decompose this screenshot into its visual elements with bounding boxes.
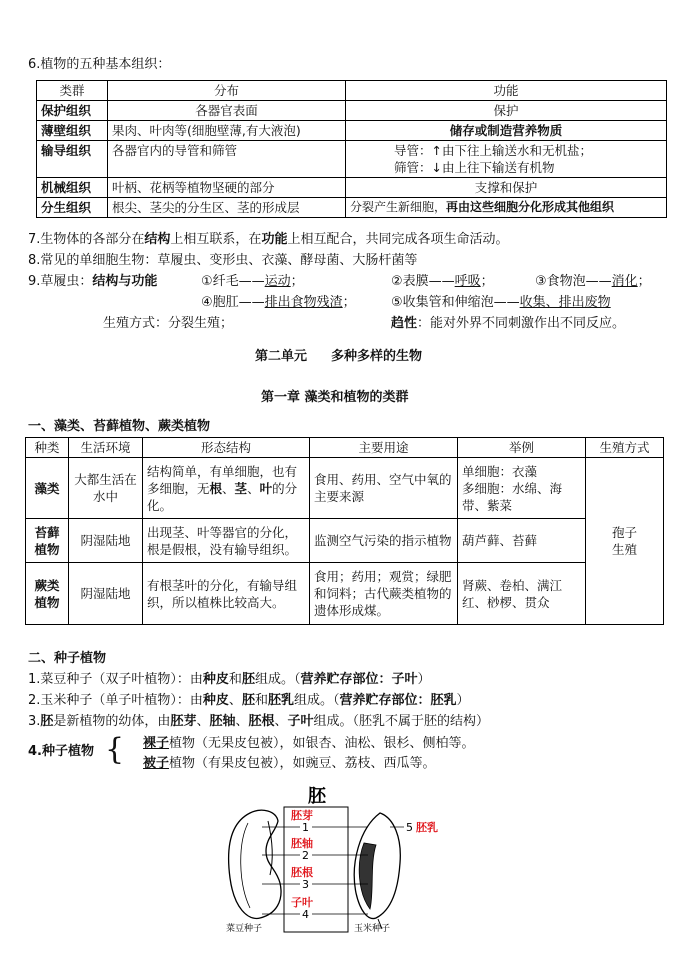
cell-struct: [143, 458, 310, 519]
seed-plants-label: 4.种子植物: [28, 744, 94, 759]
text: ②表膜——: [391, 274, 455, 289]
label-2: 胚根: [291, 866, 313, 879]
text-bold: 胚: [241, 693, 255, 708]
text: 和: [228, 672, 242, 687]
cell-struct: 出现茎、叶等器官的分化，根是假根，没有输导组织。: [143, 519, 310, 563]
text-underline: 运动: [264, 274, 291, 289]
cell-name: 分生组织: [37, 198, 108, 218]
section-6-title: 6.植物的五种基本组织：: [28, 57, 171, 72]
paramecium-taxis: [391, 315, 625, 333]
cell-name: 苔藓植物: [26, 519, 69, 563]
func-line-phloem: 筛管：↓由上往下输送有机物: [394, 160, 555, 175]
text: 上相互联系，在: [170, 232, 262, 247]
header-use: 主要用途: [310, 438, 458, 458]
text-underline: 排出食物残渣: [264, 295, 343, 310]
text: 2.玉米种子（单子叶植物）：由: [28, 693, 203, 708]
seed-line-2: [28, 692, 470, 710]
table-row: [26, 519, 664, 563]
cell-name: 机械组织: [37, 178, 108, 198]
paramecium-item-4: [201, 294, 356, 312]
text-bold: 茎: [234, 480, 248, 496]
line-9: [28, 273, 157, 291]
label-num-1: 2: [302, 849, 309, 862]
cell-dist: 根尖、茎尖的分生区、茎的形成层: [108, 198, 346, 218]
text-bold: 结构与功能: [92, 274, 158, 289]
text: 组成。（: [293, 693, 340, 708]
header-function: 功能: [346, 81, 667, 101]
cell-example: 葫芦藓、苔藓: [458, 519, 586, 563]
text-underline: 呼吸: [454, 274, 481, 289]
seed-line-1: [28, 671, 431, 689]
text: 、: [222, 480, 235, 496]
text-bold: 胚: [40, 714, 54, 729]
cell-env: 大都生活在水中: [69, 458, 143, 519]
text: 植物（无果皮包被），如银杏、油松、银杉、侧柏等。: [169, 736, 475, 751]
header-kind: 种类: [26, 438, 69, 458]
unit-title: [255, 348, 422, 366]
cell-name: 保护组织: [37, 101, 108, 121]
func-part: 分裂产生新细胞，: [350, 200, 447, 214]
plant-group-table: [25, 437, 664, 625]
func-line-xylem: 导管：↑由下往上输送水和无机盐；: [394, 143, 592, 158]
header-distribution: 分布: [108, 81, 346, 101]
text: 、: [196, 714, 210, 729]
text: 、: [274, 714, 288, 729]
cell-env: 阴湿陆地: [69, 519, 143, 563]
label-num-2: 3: [302, 878, 309, 891]
gymnosperm-line: [143, 735, 475, 753]
text: ；: [342, 295, 356, 310]
text: 是新植物的幼体，由: [53, 714, 171, 729]
cell-dist: 各器官表面: [108, 101, 346, 121]
cell-example: 肾蕨、卷柏、满江红、桫椤、贯众: [458, 563, 586, 625]
table-row: [26, 563, 664, 625]
text-bold: 胚: [241, 672, 255, 687]
text: 结构简单，有单细胞，也有多细胞，无: [147, 463, 298, 496]
label-1: 胚轴: [291, 837, 313, 850]
text: 3.: [28, 714, 41, 729]
text-bold: 营养贮存部位：胚乳: [339, 693, 457, 708]
tissue-table: [36, 80, 667, 218]
text: 1.菜豆种子（双子叶植物）：由: [28, 672, 203, 687]
header-env: 生活环境: [69, 438, 143, 458]
text-bold: 叶: [259, 480, 273, 496]
chapter-title: 第一章 藻类和植物的类群: [261, 390, 409, 405]
text-bold: 胚轴: [209, 714, 236, 729]
header-struct: 形态结构: [143, 438, 310, 458]
cell-name: 输导组织: [37, 141, 108, 178]
cell-use: 监测空气污染的指示植物: [310, 519, 458, 563]
text-bold: 胚芽: [170, 714, 197, 729]
text-underline: 消化: [611, 274, 638, 289]
cell-name: 薄壁组织: [37, 121, 108, 141]
cell-func: 储存或制造营养物质: [346, 121, 667, 141]
text-underline: 收集、排出废物: [519, 295, 611, 310]
text: 7.生物体的各部分在: [28, 232, 145, 247]
text: 多细胞：水绵、海带、紫菜: [462, 480, 563, 513]
text: ①纤毛——: [201, 274, 265, 289]
label-3: 子叶: [291, 896, 313, 909]
paramecium-item-5: [391, 294, 611, 312]
text-bold: 裸子: [143, 736, 170, 751]
cell-dist: 果肉、叶肉等(细胞壁薄,有大液泡): [108, 121, 346, 141]
paramecium-item-2: [391, 273, 494, 291]
cell-repro: [586, 458, 664, 625]
func-part-bold: 再由这些细胞分化形成其他组织: [446, 200, 615, 214]
angiosperm-line: [143, 755, 436, 773]
line-7: [28, 231, 508, 249]
text-bold: 趋性: [391, 316, 418, 331]
text-bold: 胚乳: [267, 693, 294, 708]
text: 9.草履虫：: [28, 274, 93, 289]
table-row: [37, 198, 667, 218]
cell-use: 食用；药用；观赏；绿肥和饲料；古代蕨类植物的遗体形成煤。: [310, 563, 458, 625]
bean-seed-icon: [229, 810, 281, 918]
text: 和: [254, 693, 268, 708]
text-bold: 结构: [144, 232, 171, 247]
cell-func: 支撑和保护: [346, 178, 667, 198]
table-row: [37, 101, 667, 121]
text: 第二单元: [255, 349, 308, 364]
line-8: 8.常见的单细胞生物：草履虫、变形虫、衣藻、酵母菌、大肠杆菌等: [28, 253, 418, 268]
text-bold: 功能: [261, 232, 288, 247]
cell-dist: 叶柄、花柄等植物坚硬的部分: [108, 178, 346, 198]
text: ④胞肛——: [201, 295, 265, 310]
text-bold: 种皮: [202, 672, 229, 687]
text: ；: [290, 274, 304, 289]
text: ；: [480, 274, 494, 289]
text-bold: 种皮: [202, 693, 229, 708]
seed-structure-diagram: [218, 783, 458, 935]
cell-use: 食用、药用、空气中氧的主要来源: [310, 458, 458, 519]
label-endosperm: 胚乳: [416, 821, 438, 834]
text-bold: 营养贮存部位：子叶: [300, 672, 418, 687]
text: ：能对外界不同刺激作出不同反应。: [417, 316, 626, 331]
cell-func: [346, 141, 667, 178]
paramecium-item-1: [201, 273, 304, 291]
text-bold: 子叶: [287, 714, 314, 729]
text: ）: [417, 672, 431, 687]
text: 、: [228, 693, 242, 708]
caption-corn: 玉米种子: [354, 924, 391, 934]
text: 多种多样的生物: [331, 349, 423, 364]
cell-env: 阴湿陆地: [69, 563, 143, 625]
text: 组成。（: [254, 672, 301, 687]
section-1-title: 一、藻类、苔藓植物、蕨类植物: [28, 419, 211, 434]
text: ；: [637, 274, 651, 289]
text-bold: 根: [209, 480, 223, 496]
text: 单细胞：衣藻: [462, 463, 538, 479]
text-bold: 胚根: [248, 714, 275, 729]
table-row: [26, 458, 664, 519]
table-row: [37, 121, 667, 141]
caption-bean: 菜豆种子: [226, 924, 263, 934]
text: 孢子生殖: [611, 525, 637, 557]
text: ⑤收集管和伸缩泡——: [391, 295, 520, 310]
label-num-5: 5: [406, 821, 413, 834]
label-num-0: 1: [302, 821, 309, 834]
brace-icon: {: [105, 732, 125, 767]
text: 组成。（胚乳不属于胚的结构）: [313, 714, 490, 729]
seed-line-3: [28, 713, 489, 731]
label-0: 胚芽: [291, 809, 313, 822]
table-row: [37, 141, 667, 178]
cell-dist: 各器官内的导管和筛管: [108, 141, 346, 178]
paramecium-reproduction: 生殖方式：分裂生殖；: [103, 316, 234, 331]
section-2-title: 二、种子植物: [28, 651, 107, 666]
paramecium-item-3: [535, 273, 651, 291]
table-row: [37, 178, 667, 198]
header-repro: 生殖方式: [586, 438, 664, 458]
header-example: 举例: [458, 438, 586, 458]
text: ）: [456, 693, 470, 708]
text: 的分化。: [147, 480, 298, 513]
cell-struct: 有根茎叶的分化，有输导组织，所以植株比较高大。: [143, 563, 310, 625]
text: ③食物泡——: [535, 274, 612, 289]
cell-name: 蕨类植物: [26, 563, 69, 625]
cell-func: 保护: [346, 101, 667, 121]
diagram-title: 胚: [308, 786, 326, 807]
header-group: 类群: [37, 81, 108, 101]
text: 、: [247, 480, 260, 496]
label-num-3: 4: [302, 908, 309, 921]
text: 上相互配合，共同完成各项生命活动。: [287, 232, 509, 247]
text: 植物（有果皮包被），如豌豆、荔枝、西瓜等。: [169, 756, 436, 771]
text: 、: [235, 714, 249, 729]
cell-name: 藻类: [26, 458, 69, 519]
text-bold: 被子: [143, 756, 170, 771]
cell-example: [458, 458, 586, 519]
cell-func: [346, 198, 667, 218]
